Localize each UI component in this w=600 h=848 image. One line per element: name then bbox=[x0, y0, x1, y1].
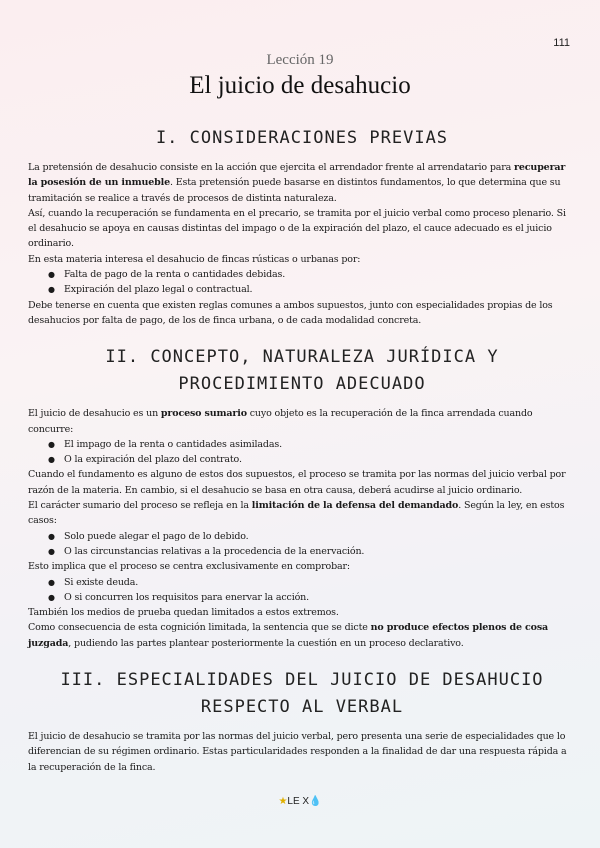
list-item: ● Solo puede alegar el pago de lo debido. bbox=[64, 529, 576, 544]
bullet-list bbox=[28, 437, 576, 468]
document-body bbox=[28, 125, 576, 775]
page-number: 111 bbox=[553, 37, 570, 49]
list-item: ● O si concurren los requisitos para enervar la acción. bbox=[64, 590, 576, 605]
list-item: ● Falta de pago de la renta o cantidades debidas. bbox=[64, 267, 576, 282]
paragraph: El juicio de desahucio se tramita por las normas del juicio verbal, pero presenta una serie de especialidades que lo diferencian de su régimen ordinario. Estas particularidades responden a la finalidad de dar una respuesta rápida a la recuperación de la finca. bbox=[28, 731, 567, 773]
paragraph: El juicio de desahucio es un proceso sumario cuyo objeto es la recuperación de la finca arrendada cuando concurre: bbox=[28, 408, 533, 435]
footer-brand bbox=[0, 796, 600, 807]
section-heading-3: III. ESPECIALIDADES DEL JUICIO DE DESAHUCIO RESPECTO AL VERBAL bbox=[60, 670, 544, 718]
paragraph: Esto implica que el proceso se centra exclusivamente en comprobar: bbox=[28, 561, 350, 573]
paragraph: Como consecuencia de esta cognición limitada, la sentencia que se dicte no produce efectos plenos de cosa juzgada, pudiendo las partes plantear posteriormente la cuestión en un proceso declarativo. bbox=[28, 622, 549, 649]
paragraph: En esta materia interesa el desahucio de fincas rústicas o urbanas por: bbox=[28, 253, 361, 265]
star-icon: ★ bbox=[278, 796, 288, 807]
paragraph: Cuando el fundamento es alguno de estos dos supuestos, el proceso se tramita por las normas del juicio verbal por razón de la materia. En cambio, si el desahucio se basa en otra causa, deberá acudirse al juicio ordinario. bbox=[28, 469, 566, 496]
section-heading-2: II. CONCEPTO, NATURALEZA JURÍDICA Y PROCEDIMIENTO ADECUADO bbox=[105, 347, 499, 395]
paragraph: También los medios de prueba quedan limitados a estos extremos. bbox=[28, 607, 339, 619]
bullet-list bbox=[28, 575, 576, 606]
paragraph: El carácter sumario del proceso se refleja en la limitación de la defensa del demandado. Según la ley, en estos casos: bbox=[28, 500, 565, 527]
bullet-list bbox=[28, 267, 576, 298]
list-item: ● O la expiración del plazo del contrato. bbox=[64, 452, 576, 467]
section-heading-1: I. CONSIDERACIONES PREVIAS bbox=[155, 128, 449, 148]
list-item: ● Si existe deuda. bbox=[64, 575, 576, 590]
paragraph: La pretensión de desahucio consiste en la acción que ejercita el arrendador frente al arrendatario para recuperar la posesión de un inmueble. Esta pretensión puede basarse en distintos fundamentos, lo que determina que su tramitación se realice a través de procesos de distinta naturaleza. bbox=[28, 162, 566, 204]
list-item: ● O las circunstancias relativas a la procedencia de la enervación. bbox=[64, 544, 576, 559]
lesson-label: Lección 19 bbox=[266, 52, 334, 68]
brand-text: LE X bbox=[287, 796, 310, 807]
bullet-list bbox=[28, 529, 576, 560]
bold-phrase: recuperar la posesión de un inmueble bbox=[28, 162, 566, 189]
bold-phrase: limitación de la defensa del demandado bbox=[251, 500, 459, 512]
list-item: ● El impago de la renta o cantidades asimiladas. bbox=[64, 437, 576, 452]
page-title: El juicio de desahucio bbox=[189, 72, 411, 99]
bold-phrase: proceso sumario bbox=[160, 408, 247, 420]
bold-phrase: no produce efectos plenos de cosa juzgada bbox=[28, 622, 549, 649]
paragraph: Debe tenerse en cuenta que existen reglas comunes a ambos supuestos, junto con especialidades propias de los desahucios por falta de pago, de los de finca urbana, o de cada modalidad concreta. bbox=[28, 299, 553, 326]
paragraph: Así, cuando la recuperación se fundamenta en el precario, se tramita por el juicio verbal como proceso plenario. Si el desahucio se apoya en causas distintas del impago o de la expiración del plazo, el cauce adecuado es el juicio ordinario. bbox=[28, 207, 566, 250]
list-item: ● Expiración del plazo legal o contractual. bbox=[64, 282, 576, 297]
blood-drop-icon: 💧 bbox=[309, 796, 322, 807]
